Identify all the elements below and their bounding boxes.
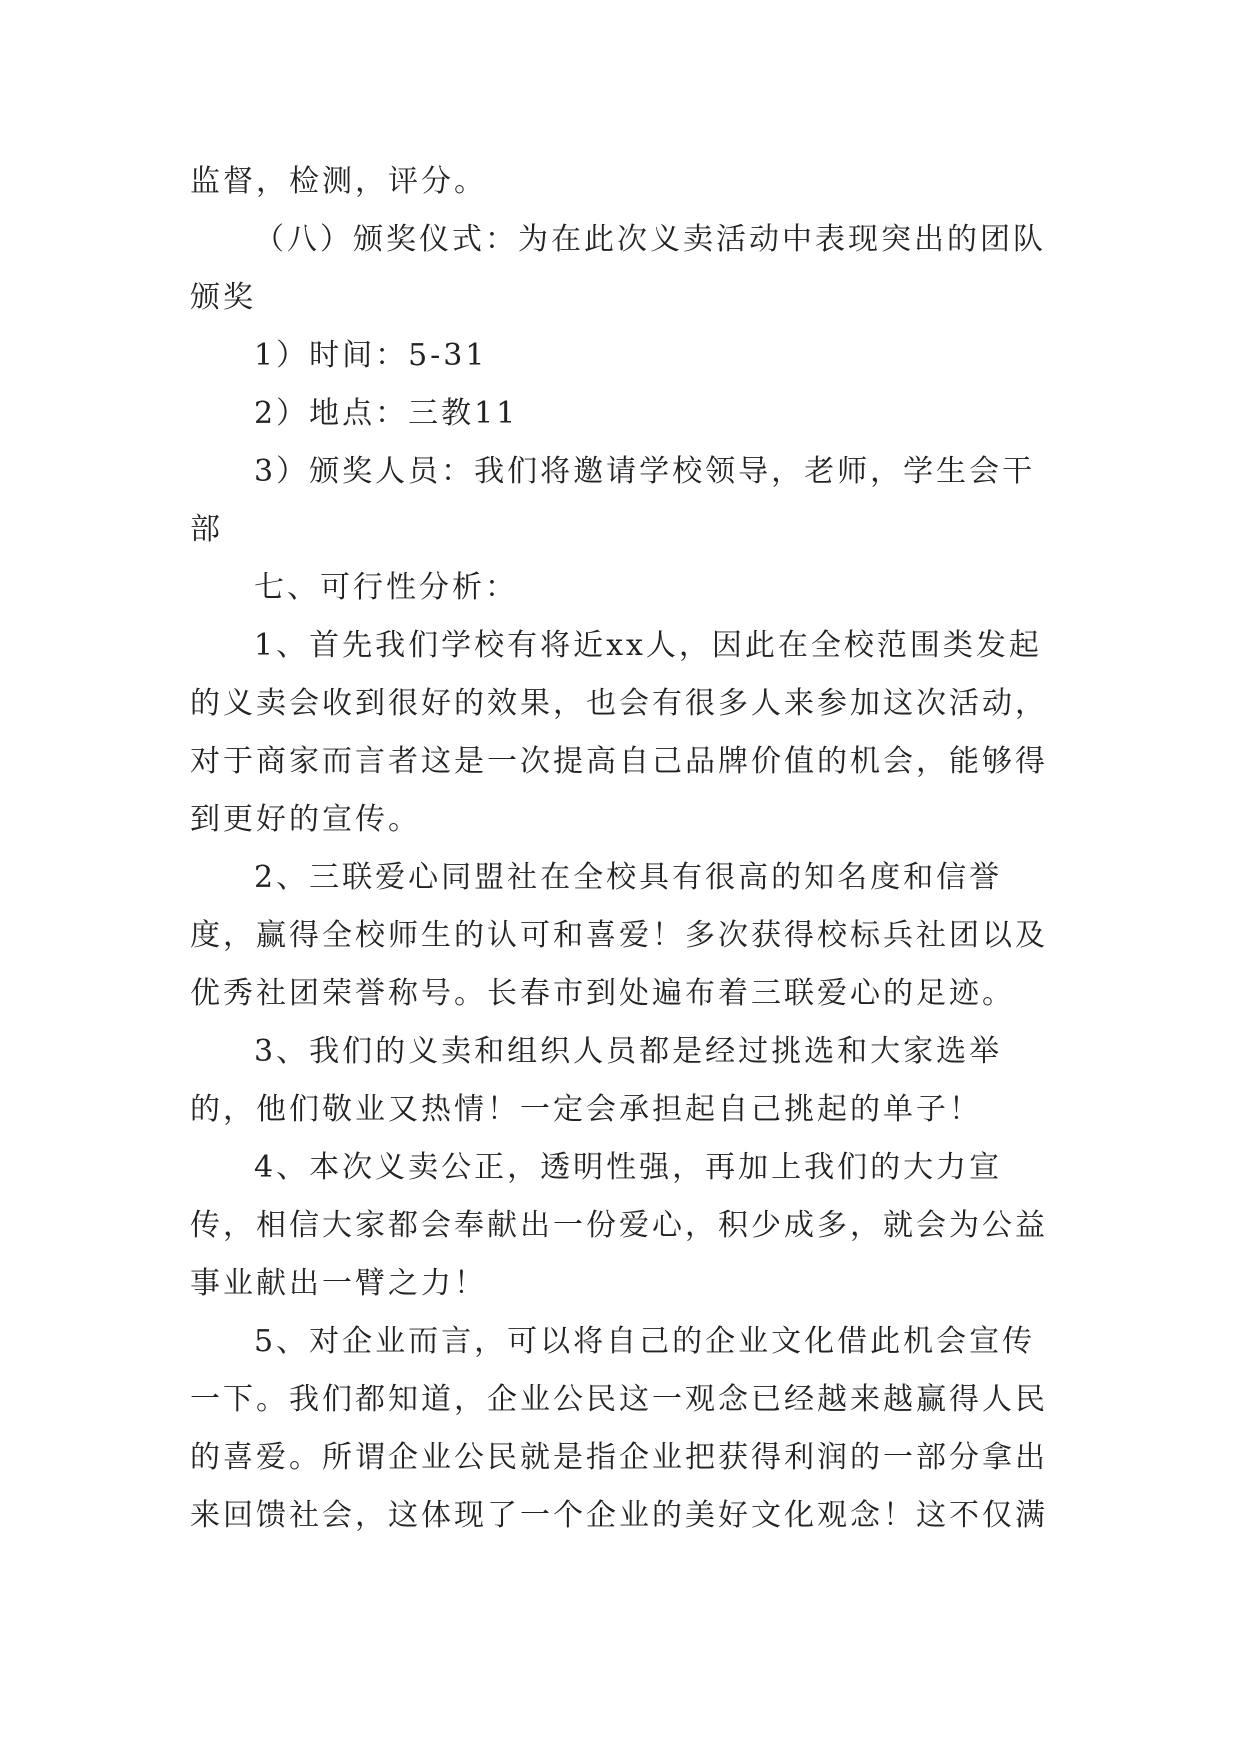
paragraph-feasibility-4: 4、本次义卖公正，透明性强，再加上我们的大力宣传，相信大家都会奉献出一份爱心，积少成多，就会为公益事业献出一臂之力！ — [190, 1150, 1048, 1301]
paragraph-intro: 监督，检测，评分。 — [190, 164, 487, 199]
paragraph-award-personnel: 3）颁奖人员：我们将邀请学校领导，老师，学生会干部 — [190, 454, 1036, 547]
paragraph-award-time: 1）时间：5-31 — [254, 338, 488, 373]
paragraph-feasibility-2: 2、三联爱心同盟社在全校具有很高的知名度和信誉度，赢得全校师生的认可和喜爱！多次获得校标兵社团以及优秀社团荣誉称号。长春市到处遍布着三联爱心的足迹。 — [190, 860, 1048, 1011]
paragraph-feasibility-3: 3、我们的义卖和组织人员都是经过挑选和大家选举的，他们敬业又热情！一定会承担起自己挑起的单子！ — [190, 1034, 1003, 1127]
paragraph-award-ceremony: （八）颁奖仪式：为在此次义卖活动中表现突出的团队颁奖 — [190, 222, 1046, 315]
paragraph-feasibility-5: 5、对企业而言，可以将自己的企业文化借此机会宣传一下。我们都知道，企业公民这一观念已经越来越赢得人民的喜爱。所谓企业公民就是指企业把获得利润的一部分拿出来回馈社会，这体现了一个企业的美好文化观念！这不仅满 — [190, 1324, 1048, 1533]
paragraph-feasibility-1: 1、首先我们学校有将近xx人，因此在全校范围类发起的义卖会收到很好的效果，也会有很多人来参加这次活动，对于商家而言者这是一次提高自己品牌价值的机会，能够得到更好的宣传。 — [190, 628, 1048, 837]
document-body — [190, 153, 1052, 1545]
section-heading-feasibility: 七、可行性分析： — [254, 570, 518, 605]
paragraph-award-location: 2）地点：三教11 — [254, 396, 519, 431]
